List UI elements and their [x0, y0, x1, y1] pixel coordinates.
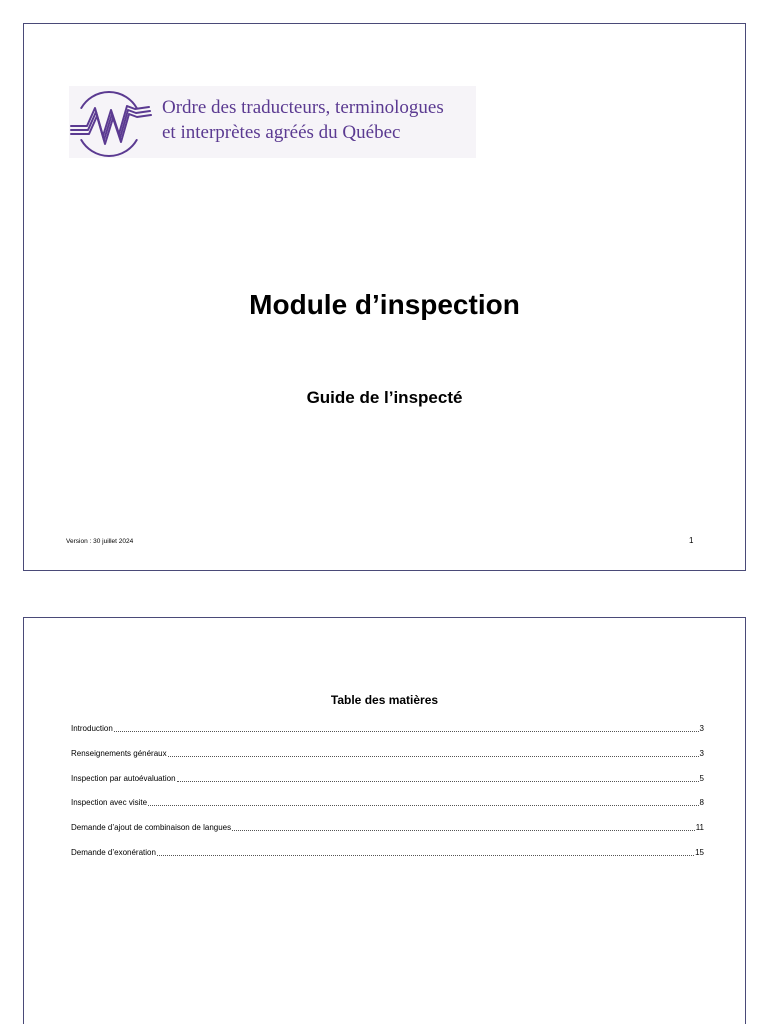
logo-wordmark: [162, 95, 444, 145]
toc-entry-inspection-autoevaluation[interactable]: [71, 774, 704, 799]
toc-entry-introduction[interactable]: [71, 724, 704, 749]
table-of-contents: [71, 724, 704, 873]
toc-entry-label: Inspection par autoévaluation: [71, 773, 176, 783]
toc-entry-inspection-visite[interactable]: [71, 798, 704, 823]
toc-entry-label: Demande d’exonération: [71, 847, 156, 857]
page-1: [23, 23, 746, 571]
toc-entry-renseignements-generaux[interactable]: [71, 749, 704, 774]
toc-entry-label: Inspection avec visite: [71, 798, 148, 808]
toc-entry-label: Renseignements généraux: [71, 748, 167, 758]
toc-dot-leader: [232, 823, 695, 831]
version-footer: Version : 30 juillet 2024: [66, 538, 134, 545]
logo-text-line-1: Ordre des traducteurs, terminologues: [162, 97, 444, 118]
toc-entry-ajout-combinaison-langues[interactable]: [71, 823, 704, 848]
page-2: [23, 617, 746, 1024]
toc-entry-label: Introduction: [71, 724, 113, 733]
logo-text-line-2: et interprètes agréés du Québec: [162, 122, 401, 143]
toc-entry-page: 11: [695, 823, 704, 833]
toc-entry-page: 3: [699, 724, 704, 733]
toc-entry-page: 5: [699, 773, 704, 783]
toc-dot-leader: [177, 774, 699, 782]
organization-logo: [69, 86, 476, 158]
document-title: Module d’inspection: [249, 289, 520, 320]
toc-dot-leader: [168, 749, 699, 757]
document-subtitle: Guide de l’inspecté: [306, 388, 463, 407]
toc-entry-label: Demande d’ajout de combinaison de langues: [71, 823, 232, 833]
toc-entry-page: 3: [699, 748, 704, 758]
toc-entry-exoneration[interactable]: [71, 848, 704, 873]
toc-dot-leader: [114, 724, 699, 732]
toc-entry-page: 8: [699, 798, 704, 808]
toc-entry-page: 15: [695, 847, 704, 857]
toc-dot-leader: [157, 848, 694, 856]
page-number: 1: [689, 536, 694, 545]
ottiaq-logo-icon: [69, 86, 155, 158]
toc-dot-leader: [148, 798, 699, 806]
toc-heading: Table des matières: [330, 693, 439, 707]
